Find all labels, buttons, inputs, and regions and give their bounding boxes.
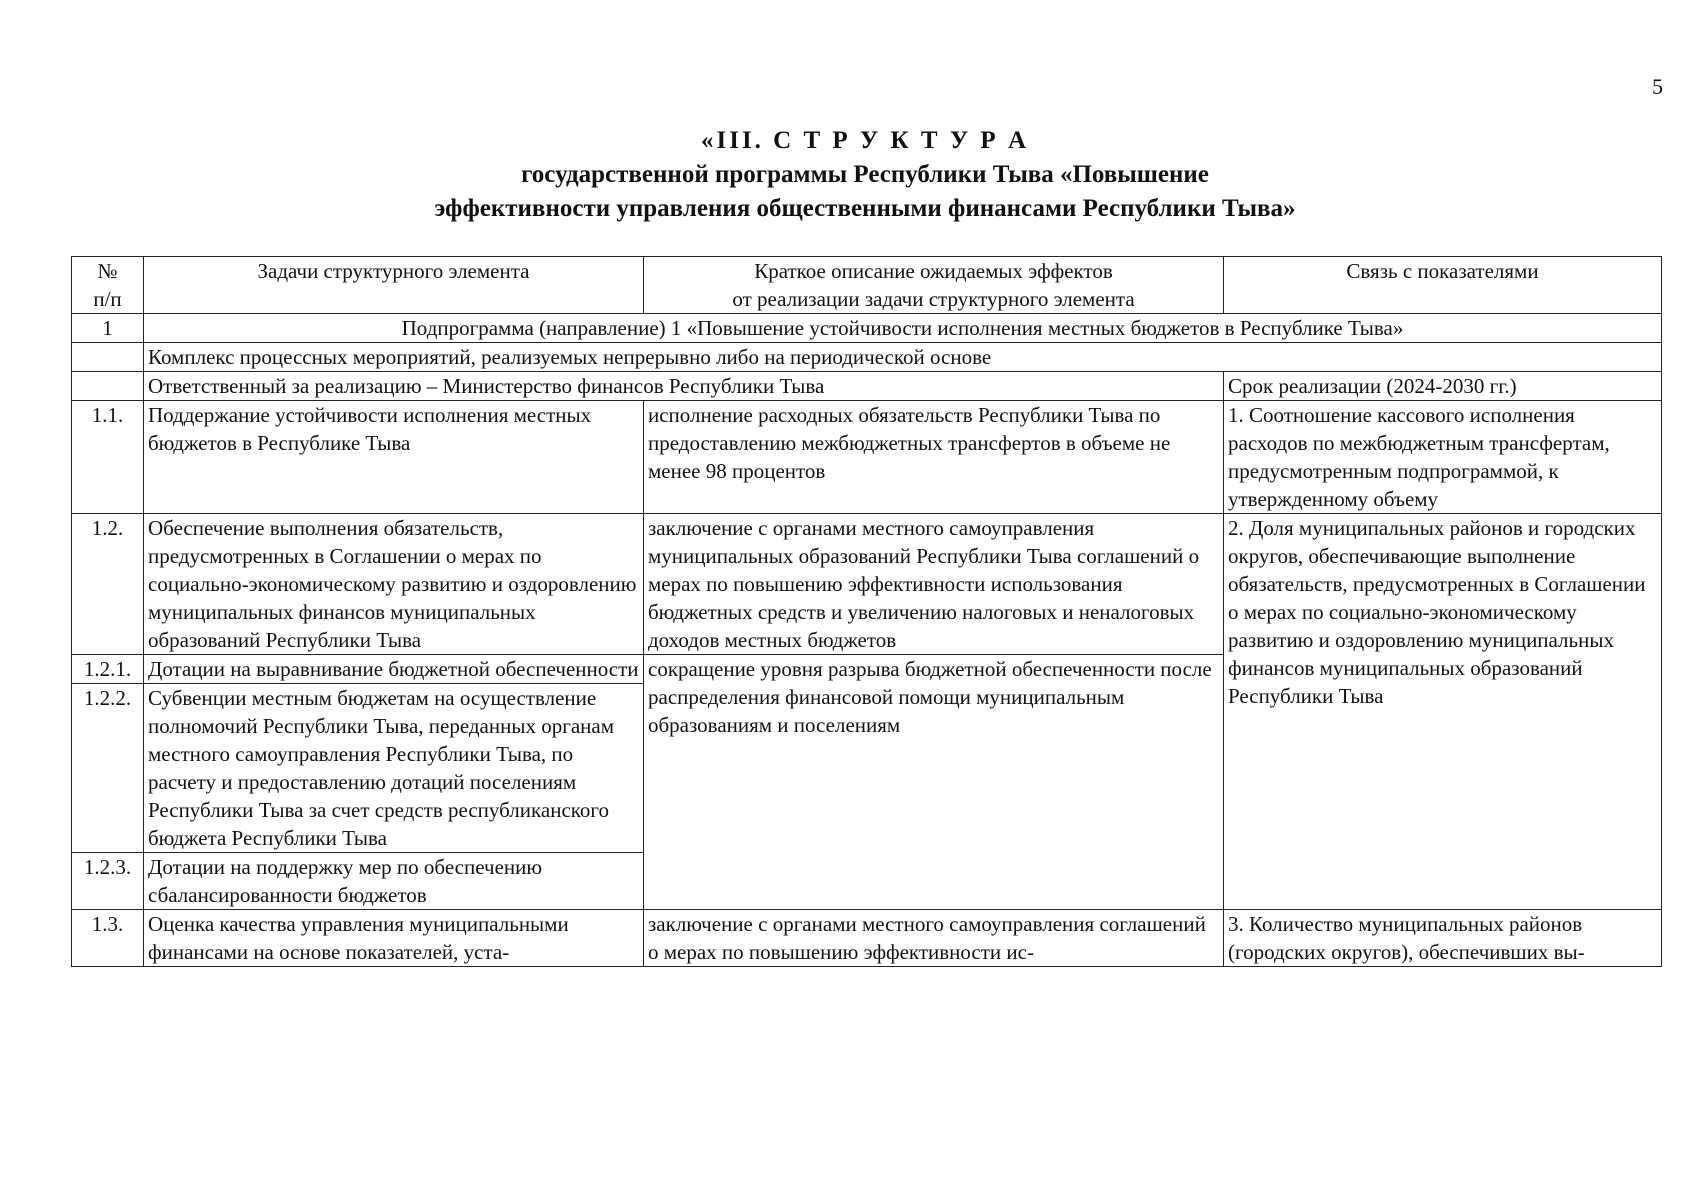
subprogram-title: Подпрограмма (направление) 1 «Повышение устойчивости исполнения местных бюджетов в Республике Тыва»	[144, 314, 1662, 343]
header-effects-line-2: от реализации задачи структурного элемента	[732, 287, 1135, 311]
row-num: 1.2.2.	[72, 684, 144, 853]
row-num: 1.3.	[72, 910, 144, 967]
table-row	[72, 910, 1662, 967]
header-num	[72, 257, 144, 314]
row-num: 1.2.1.	[72, 655, 144, 684]
heading-line-1: «III. С Т Р У К Т У Р А	[700, 127, 1029, 154]
term-text: Срок реализации (2024-2030 гг.)	[1224, 372, 1662, 401]
responsible-text: Ответственный за реализацию – Министерство финансов Республики Тыва	[144, 372, 1224, 401]
complex-title: Комплекс процессных мероприятий, реализуемых непрерывно либо на периодической основе	[144, 343, 1662, 372]
row-effect: заключение с органами местного самоуправления муниципальных образований Республики Тыва соглашений о мерах по повышению эффективности использования бюджетных средств и увеличению налоговых и неналоговых доходов местных бюджетов	[644, 514, 1224, 655]
responsible-num-empty	[72, 372, 144, 401]
row-effect: сокращение уровня разрыва бюджетной обеспеченности после распределения финансовой помощи муниципальным образованиям и поселениям	[644, 655, 1224, 910]
row-task: Обеспечение выполнения обязательств, предусмотренных в Соглашении о мерах по социально-экономическому развитию и оздоровлению муниципальных финансов муниципальных образований Республики Тыва	[144, 514, 644, 655]
header-effects-line-1: Краткое описание ожидаемых эффектов	[754, 259, 1113, 283]
heading-line-2: государственной программы Республики Тыва «Повышение	[521, 161, 1209, 188]
document-heading	[0, 124, 1697, 226]
row-task: Субвенции местным бюджетам на осуществление полномочий Республики Тыва, переданных органам местного самоуправления Республики Тыва, по расчету и предоставлению дотаций поселениям Республики Тыва за счет средств республиканского бюджета Республики Тыва	[144, 684, 644, 853]
subprogram-num: 1	[72, 314, 144, 343]
row-task: Дотации на выравнивание бюджетной обеспеченности	[144, 655, 644, 684]
header-tasks: Задачи структурного элемента	[144, 257, 644, 314]
row-effect: исполнение расходных обязательств Республики Тыва по предоставлению межбюджетных трансфертов в объеме не менее 98 процентов	[644, 401, 1224, 514]
table-row	[72, 514, 1662, 655]
header-num-line-2: п/п	[93, 287, 122, 311]
row-task: Поддержание устойчивости исполнения местных бюджетов в Республике Тыва	[144, 401, 644, 514]
row-task: Оценка качества управления муниципальными финансами на основе показателей, уста-	[144, 910, 644, 967]
table-row	[72, 401, 1662, 514]
row-num: 1.2.3.	[72, 853, 144, 910]
row-num: 1.1.	[72, 401, 144, 514]
row-indicator: 1. Соотношение кассового исполнения расходов по межбюджетным трансфертам, предусмотренным подпрограммой, к утвержденному объему	[1224, 401, 1662, 514]
responsible-row	[72, 372, 1662, 401]
structure-table	[71, 256, 1662, 967]
row-task: Дотации на поддержку мер по обеспечению сбалансированности бюджетов	[144, 853, 644, 910]
complex-num-empty	[72, 343, 144, 372]
row-indicator: 3. Количество муниципальных районов (городских округов), обеспечивших вы-	[1224, 910, 1662, 967]
row-effect: заключение с органами местного самоуправления соглашений о мерах по повышению эффективности ис-	[644, 910, 1224, 967]
row-num: 1.2.	[72, 514, 144, 655]
complex-row	[72, 343, 1662, 372]
header-num-line-1: №	[97, 259, 118, 283]
row-indicator: 2. Доля муниципальных районов и городских округов, обеспечивающие выполнение обязательств, предусмотренных в Соглашении о мерах по социально-экономическому развитию и оздоровлению муниципальных финансов муниципальных образований Республики Тыва	[1224, 514, 1662, 910]
table-header-row	[72, 257, 1662, 314]
header-indicators: Связь с показателями	[1224, 257, 1662, 314]
page-number: 5	[1652, 74, 1663, 99]
header-effects	[644, 257, 1224, 314]
heading-line-3: эффективности управления общественными финансами Республики Тыва»	[434, 195, 1296, 222]
subprogram-row	[72, 314, 1662, 343]
